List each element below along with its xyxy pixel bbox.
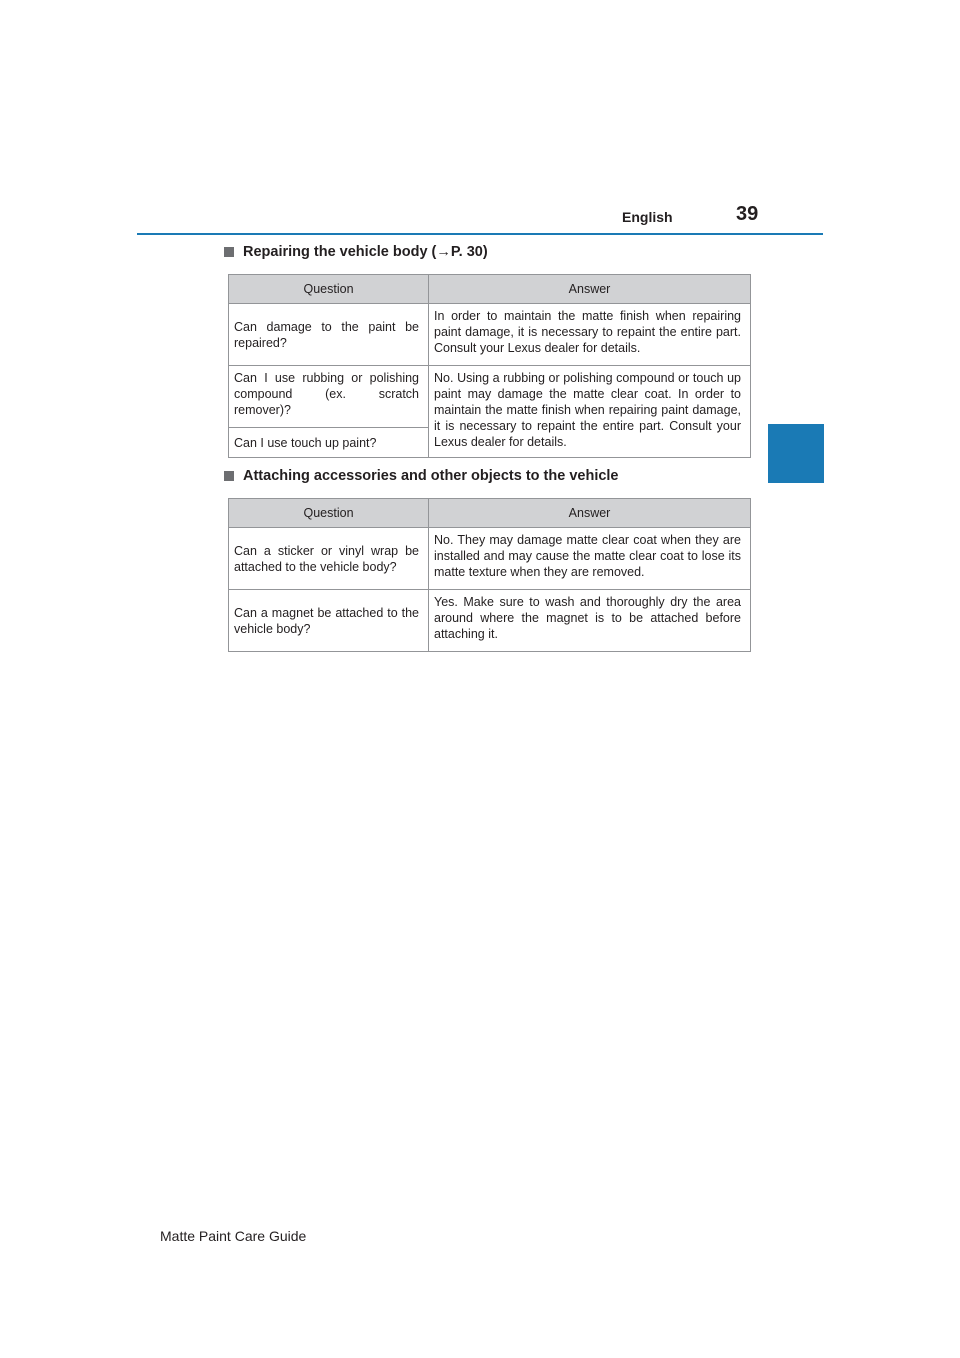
question-cell: Can I use rubbing or polishing compound (ex. scratch remover)? [229,366,429,428]
question-cell: Can a sticker or vinyl wrap be attached to the vehicle body? [229,528,429,590]
section-heading-text: Repairing the vehicle body (→P. 30) [243,244,488,260]
table-header-row [229,499,751,528]
table-row [229,366,751,428]
table-row [229,590,751,652]
question-cell: Can damage to the paint be repaired? [229,304,429,366]
question-cell: Can I use touch up paint? [229,428,429,458]
faq-table-repairing [228,274,751,458]
column-header-question: Question [229,275,429,304]
answer-cell: Yes. Make sure to wash and thoroughly dry the area around where the magnet is to be attached before attaching it. [429,590,751,652]
chapter-side-tab [768,424,824,483]
column-header-answer: Answer [429,275,751,304]
section-heading-attaching [224,468,619,484]
page-number: 39 [736,203,759,225]
answer-cell: No. Using a rubbing or polishing compound or touch up paint may damage the matte clear coat. In order to maintain the matte finish when repairing paint damage, it is necessary to repaint the entire part. Consult your Lexus dealer for details. [429,366,751,458]
question-cell: Can a magnet be attached to the vehicle body? [229,590,429,652]
answer-cell: No. They may damage matte clear coat when they are installed and may cause the matte clear coat to lose its matte texture when they are removed. [429,528,751,590]
table-header-row [229,275,751,304]
header-divider [137,233,823,235]
table-row [229,304,751,366]
column-header-answer: Answer [429,499,751,528]
faq-table-attaching [228,498,751,652]
section-heading-repairing [224,244,488,260]
square-bullet-icon [224,247,234,257]
header-language: English [622,209,673,225]
footer-guide-title: Matte Paint Care Guide [160,1228,307,1244]
square-bullet-icon [224,471,234,481]
section-heading-text: Attaching accessories and other objects to the vehicle [243,468,619,484]
table-row [229,528,751,590]
answer-cell: In order to maintain the matte finish when repairing paint damage, it is necessary to repaint the entire part. Consult your Lexus dealer for details. [429,304,751,366]
column-header-question: Question [229,499,429,528]
